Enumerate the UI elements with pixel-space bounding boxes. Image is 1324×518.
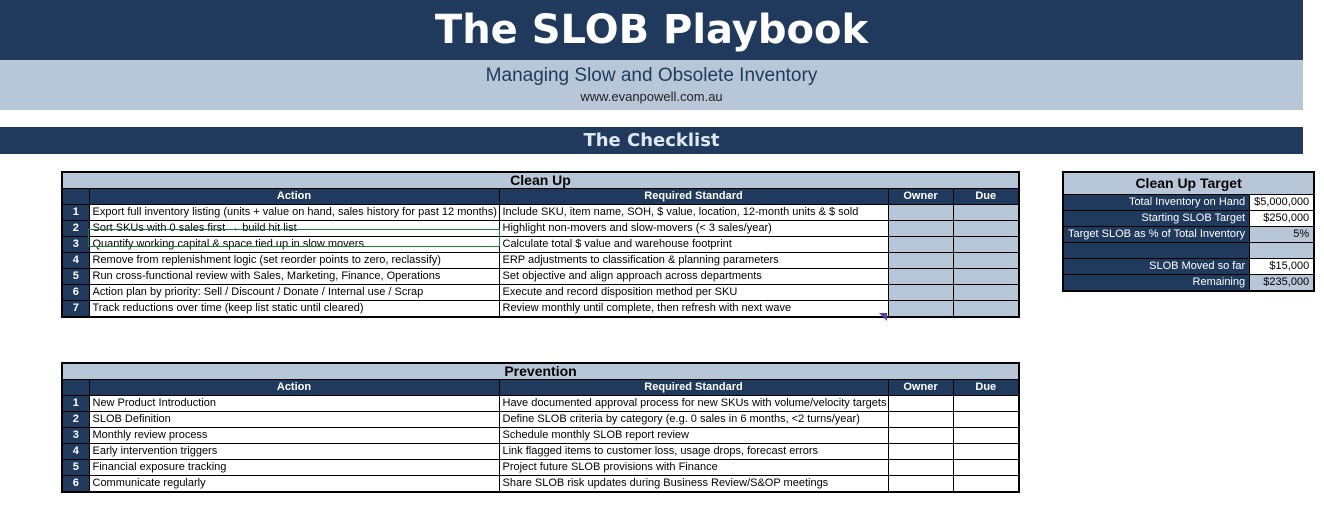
page-subtitle: Managing Slow and Obsolete Inventory [485, 65, 818, 86]
owner-cell[interactable] [888, 269, 953, 285]
col-due-header[interactable]: Due [953, 380, 1019, 396]
cleanup-target-table [1062, 171, 1315, 292]
standard-cell[interactable]: Link flagged items to customer loss, usage drops, forecast errors [499, 444, 888, 460]
target-pct-label[interactable]: Target SLOB as % of Total Inventory [1063, 227, 1250, 243]
target-row-pct [1063, 227, 1314, 243]
website-text: www.evanpowell.com.au [580, 89, 723, 104]
blank-value-cell[interactable] [1250, 243, 1315, 259]
standard-cell[interactable]: Set objective and align approach across departments [499, 269, 888, 285]
due-cell[interactable] [953, 396, 1019, 412]
action-cell[interactable]: Monthly review process [89, 428, 499, 444]
target-row-remaining [1063, 275, 1314, 292]
owner-cell[interactable] [888, 237, 953, 253]
row-number[interactable]: 1 [62, 205, 89, 221]
due-cell[interactable] [953, 428, 1019, 444]
row-number[interactable]: 5 [62, 269, 89, 285]
table-row [62, 285, 1019, 301]
due-cell[interactable] [953, 476, 1019, 493]
slob-moved-label[interactable]: SLOB Moved so far [1063, 259, 1250, 275]
col-standard-header[interactable]: Required Standard [499, 380, 888, 396]
row-number[interactable]: 1 [62, 396, 89, 412]
action-cell[interactable]: New Product Introduction [89, 396, 499, 412]
table-row [62, 221, 1019, 237]
title-banner [0, 0, 1303, 60]
table-row [62, 253, 1019, 269]
checklist-banner [0, 127, 1303, 154]
action-cell[interactable]: Financial exposure tracking [89, 460, 499, 476]
row-number[interactable]: 2 [62, 221, 89, 237]
due-cell[interactable] [953, 253, 1019, 269]
row-number[interactable]: 6 [62, 476, 89, 493]
row-number[interactable]: 5 [62, 460, 89, 476]
row-number[interactable]: 7 [62, 301, 89, 318]
owner-cell[interactable] [888, 253, 953, 269]
row-number[interactable]: 3 [62, 237, 89, 253]
due-cell[interactable] [953, 285, 1019, 301]
standard-cell[interactable]: ERP adjustments to classification & planning parameters [499, 253, 888, 269]
standard-cell[interactable]: Calculate total $ value and warehouse footprint [499, 237, 888, 253]
col-number-header [62, 189, 89, 205]
owner-cell[interactable] [888, 396, 953, 412]
standard-cell[interactable]: Review monthly until complete, then refresh with next wave [499, 301, 888, 318]
page-title: The SLOB Playbook [434, 7, 869, 53]
col-owner-header[interactable]: Owner [888, 380, 953, 396]
standard-cell[interactable]: Share SLOB risk updates during Business Review/S&OP meetings [499, 476, 888, 493]
owner-cell[interactable] [888, 428, 953, 444]
due-cell[interactable] [953, 412, 1019, 428]
target-pct-value[interactable]: 5% [1250, 227, 1315, 243]
target-row-total [1063, 195, 1314, 211]
standard-cell[interactable]: Have documented approval process for new SKUs with volume/velocity targets [499, 396, 888, 412]
table-row [62, 428, 1019, 444]
col-action-header[interactable]: Action [89, 189, 499, 205]
col-owner-header[interactable]: Owner [888, 189, 953, 205]
due-cell[interactable] [953, 205, 1019, 221]
row-number[interactable]: 4 [62, 253, 89, 269]
row-number[interactable]: 3 [62, 428, 89, 444]
action-cell[interactable]: Track reductions over time (keep list static until cleared) [89, 301, 499, 318]
due-cell[interactable] [953, 301, 1019, 318]
remaining-label[interactable]: Remaining [1063, 275, 1250, 292]
cleanup-table [61, 171, 1020, 318]
action-cell[interactable]: Quantify working capital & space tied up in slow movers [89, 237, 499, 253]
row-number[interactable]: 2 [62, 412, 89, 428]
action-cell[interactable]: SLOB Definition [89, 412, 499, 428]
table-row [62, 205, 1019, 221]
target-row-moved [1063, 259, 1314, 275]
owner-cell[interactable] [888, 460, 953, 476]
standard-cell[interactable]: Execute and record disposition method per SKU [499, 285, 888, 301]
standard-cell[interactable]: Project future SLOB provisions with Finance [499, 460, 888, 476]
blank-label-cell[interactable] [1063, 243, 1250, 259]
row-number[interactable]: 6 [62, 285, 89, 301]
col-number-header [62, 380, 89, 396]
prevention-header-row [62, 380, 1019, 396]
comment-indicator-icon [879, 313, 887, 321]
table-row [62, 444, 1019, 460]
checklist-title: The Checklist [583, 130, 720, 151]
starting-slob-label[interactable]: Starting SLOB Target [1063, 211, 1250, 227]
action-cell[interactable]: Remove from replenishment logic (set reorder points to zero, reclassify) [89, 253, 499, 269]
action-cell[interactable]: Early intervention triggers [89, 444, 499, 460]
prevention-title: Prevention [62, 363, 1019, 380]
target-row-starting [1063, 211, 1314, 227]
subtitle-banner [0, 60, 1303, 110]
action-cell[interactable]: Run cross-functional review with Sales, Marketing, Finance, Operations [89, 269, 499, 285]
starting-slob-value[interactable]: $250,000 [1250, 211, 1315, 227]
cleanup-title: Clean Up [62, 172, 1019, 189]
due-cell[interactable] [953, 460, 1019, 476]
table-row [62, 460, 1019, 476]
col-standard-header[interactable]: Required Standard [499, 189, 888, 205]
standard-cell[interactable]: Define SLOB criteria by category (e.g. 0 sales in 6 months, <2 turns/year) [499, 412, 888, 428]
col-action-header[interactable]: Action [89, 380, 499, 396]
due-cell[interactable] [953, 221, 1019, 237]
target-title: Clean Up Target [1063, 172, 1314, 195]
due-cell[interactable] [953, 237, 1019, 253]
table-row [62, 237, 1019, 253]
due-cell[interactable] [953, 444, 1019, 460]
target-row-blank [1063, 243, 1314, 259]
total-inventory-label[interactable]: Total Inventory on Hand [1063, 195, 1250, 211]
slob-moved-value[interactable]: $15,000 [1250, 259, 1315, 275]
action-cell[interactable]: Sort SKUs with 0 sales first → build hit list [89, 221, 499, 237]
standard-cell[interactable]: Schedule monthly SLOB report review [499, 428, 888, 444]
prevention-table [61, 362, 1020, 493]
standard-cell[interactable]: Highlight non-movers and slow-movers (< 3 sales/year) [499, 221, 888, 237]
owner-cell[interactable] [888, 444, 953, 460]
owner-cell[interactable] [888, 285, 953, 301]
owner-cell[interactable] [888, 301, 953, 318]
owner-cell[interactable] [888, 412, 953, 428]
cleanup-header-row [62, 189, 1019, 205]
owner-cell[interactable] [888, 476, 953, 493]
table-row [62, 396, 1019, 412]
action-cell[interactable]: Export full inventory listing (units + value on hand, sales history for past 12 months) [89, 205, 499, 221]
table-row [62, 269, 1019, 285]
due-cell[interactable] [953, 269, 1019, 285]
remaining-value[interactable]: $235,000 [1250, 275, 1315, 292]
standard-cell[interactable]: Include SKU, item name, SOH, $ value, location, 12-month units & $ sold [499, 205, 888, 221]
owner-cell[interactable] [888, 205, 953, 221]
row-number[interactable]: 4 [62, 444, 89, 460]
action-cell[interactable]: Communicate regularly [89, 476, 499, 493]
action-cell[interactable]: Action plan by priority: Sell / Discount / Donate / Internal use / Scrap [89, 285, 499, 301]
col-due-header[interactable]: Due [953, 189, 1019, 205]
owner-cell[interactable] [888, 221, 953, 237]
total-inventory-value[interactable]: $5,000,000 [1250, 195, 1315, 211]
table-row [62, 476, 1019, 493]
table-row [62, 412, 1019, 428]
table-row [62, 301, 1019, 318]
